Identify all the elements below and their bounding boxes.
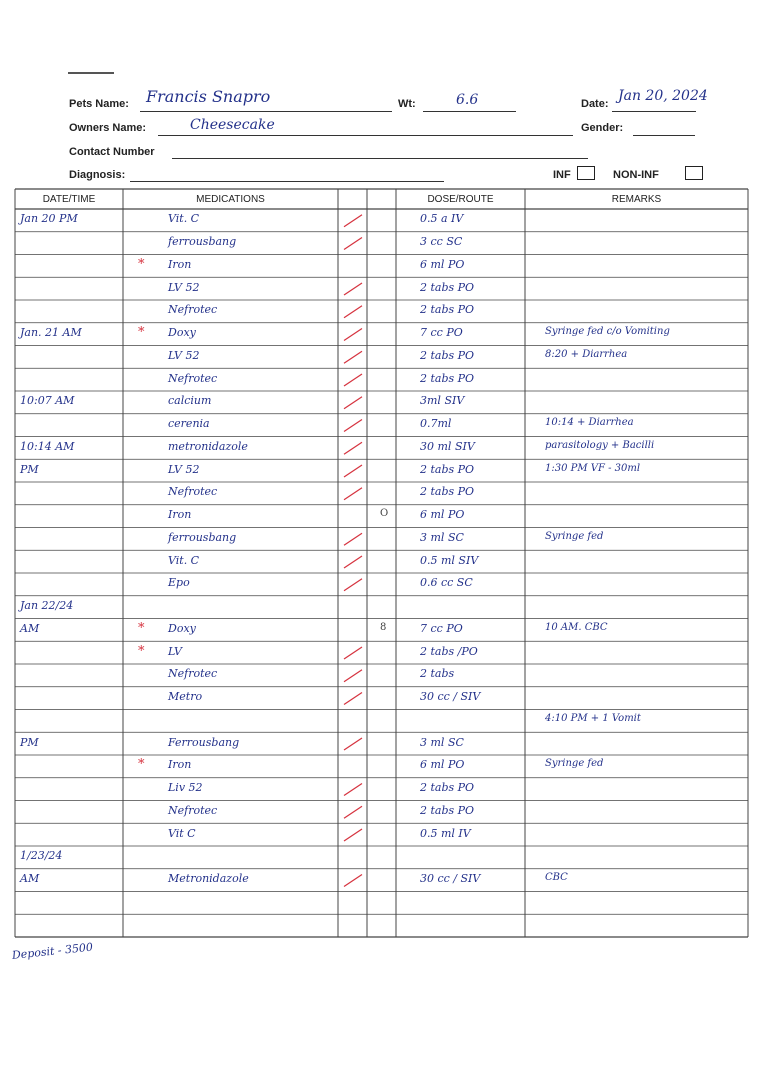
row-datetime: 10:14 AM bbox=[20, 439, 75, 453]
administered-checkmark bbox=[344, 283, 362, 295]
row-dose-route: 3 cc SC bbox=[420, 235, 463, 249]
weight-label: Wt: bbox=[398, 98, 416, 110]
administered-checkmark bbox=[344, 806, 362, 818]
row-datetime: AM bbox=[20, 872, 40, 886]
administered-checkmark bbox=[344, 306, 362, 318]
administered-checkmark bbox=[344, 215, 362, 227]
row-dose-route: 0.5 a IV bbox=[420, 212, 464, 226]
row-medication: cerenia bbox=[168, 417, 210, 431]
row-dose-route: 6 ml PO bbox=[420, 758, 465, 772]
administered-checkmark bbox=[344, 420, 362, 432]
row-dose-route: 7 cc PO bbox=[420, 621, 463, 635]
administered-checkmark bbox=[344, 351, 362, 363]
row-medication: ferrousbang bbox=[168, 235, 237, 249]
row-remark: Syringe fed bbox=[545, 530, 604, 542]
row-medication: LV 52 bbox=[168, 348, 200, 362]
inf-label: INF bbox=[553, 169, 571, 181]
row-omitted-mark: 8 bbox=[380, 621, 387, 633]
row-priority-star: * bbox=[138, 325, 145, 341]
row-medication: Vit. C bbox=[168, 212, 200, 226]
row-dose-route: 30 ml SIV bbox=[420, 439, 475, 453]
date-field[interactable]: Jan 20, 2024 bbox=[618, 88, 708, 104]
weight-field[interactable]: 6.6 bbox=[456, 92, 479, 108]
administered-checkmark bbox=[344, 556, 362, 568]
row-medication: Epo bbox=[168, 576, 190, 590]
row-dose-route: 2 tabs PO bbox=[420, 803, 475, 817]
administered-checkmark bbox=[344, 875, 362, 887]
row-dose-route: 2 tabs /PO bbox=[420, 644, 478, 658]
row-remark: Syringe fed c/o Vomiting bbox=[545, 326, 670, 338]
row-dose-route: 2 tabs PO bbox=[420, 462, 475, 476]
row-medication: Metro bbox=[168, 690, 203, 704]
row-dose-route: 3 ml SC bbox=[420, 530, 464, 544]
row-dose-route: 3 ml SC bbox=[420, 735, 464, 749]
row-dose-route: 2 tabs PO bbox=[420, 371, 475, 385]
row-medication: Liv 52 bbox=[168, 781, 203, 795]
row-medication: Iron bbox=[168, 508, 192, 522]
administered-checkmark bbox=[344, 738, 362, 750]
row-medication: Nefrotec bbox=[168, 667, 218, 681]
administered-checkmark bbox=[344, 488, 362, 500]
administered-checkmark bbox=[344, 329, 362, 341]
row-dose-route: 0.5 ml IV bbox=[420, 826, 471, 840]
row-datetime: Jan 20 PM bbox=[20, 212, 78, 226]
administered-checkmark bbox=[344, 829, 362, 841]
row-medication: LV bbox=[168, 644, 182, 658]
row-medication: Nefrotec bbox=[168, 803, 218, 817]
row-medication: Nefrotec bbox=[168, 485, 218, 499]
gender-label: Gender: bbox=[581, 122, 624, 134]
row-medication: Doxy bbox=[168, 326, 196, 340]
col-header-remarks: REMARKS bbox=[611, 194, 662, 205]
row-remark: 1:30 PM VF - 30ml bbox=[545, 462, 641, 474]
row-dose-route: 2 tabs PO bbox=[420, 781, 475, 795]
row-medication: metronidazole bbox=[168, 439, 248, 453]
administered-checkmark bbox=[344, 784, 362, 796]
row-dose-route: 2 tabs PO bbox=[420, 303, 475, 317]
administered-checkmark bbox=[344, 579, 362, 591]
row-datetime: Jan 22/24 bbox=[20, 599, 74, 613]
row-medication: Doxy bbox=[168, 621, 196, 635]
row-dose-route: 0.5 ml SIV bbox=[420, 553, 479, 567]
row-dose-route: 2 tabs bbox=[420, 667, 455, 681]
administered-checkmark bbox=[344, 533, 362, 545]
row-medication: Nefrotec bbox=[168, 303, 218, 317]
pets-name-label: Pets Name: bbox=[69, 98, 129, 110]
row-omitted-mark: O bbox=[380, 508, 389, 520]
row-medication: Iron bbox=[168, 257, 192, 271]
owners-name-label: Owners Name: bbox=[69, 122, 147, 134]
row-datetime: 10:07 AM bbox=[20, 394, 75, 408]
row-dose-route: 2 tabs PO bbox=[420, 348, 475, 362]
non-inf-label: NON-INF bbox=[613, 169, 659, 181]
row-priority-star: * bbox=[138, 620, 145, 636]
administered-checkmark bbox=[344, 465, 362, 477]
row-priority-star: * bbox=[138, 643, 145, 659]
row-medication: Iron bbox=[168, 758, 192, 772]
row-datetime: AM bbox=[20, 621, 40, 635]
administered-checkmark bbox=[344, 670, 362, 682]
row-dose-route: 0.6 cc SC bbox=[420, 576, 473, 590]
col-header-dose-route: DOSE/ROUTE bbox=[427, 194, 494, 205]
row-datetime: PM bbox=[20, 462, 39, 476]
row-dose-route: 30 cc / SIV bbox=[420, 690, 481, 704]
row-remark: 8:20 + Diarrhea bbox=[545, 348, 628, 360]
administered-checkmark bbox=[344, 374, 362, 386]
row-priority-star: * bbox=[138, 256, 145, 272]
row-medication: calcium bbox=[168, 394, 212, 408]
row-medication: LV 52 bbox=[168, 462, 200, 476]
date-label: Date: bbox=[581, 98, 609, 110]
administered-checkmark bbox=[344, 442, 362, 454]
row-dose-route: 3ml SIV bbox=[420, 394, 465, 408]
row-remark: 4:10 PM + 1 Vomit bbox=[545, 712, 641, 724]
contact-number-label: Contact Number bbox=[69, 146, 155, 158]
row-dose-route: 2 tabs PO bbox=[420, 485, 475, 499]
row-datetime: Jan. 21 AM bbox=[20, 326, 82, 340]
row-dose-route: 6 ml PO bbox=[420, 257, 465, 271]
row-remark: 10:14 + Diarrhea bbox=[545, 417, 634, 429]
row-medication: Metronidazole bbox=[168, 872, 249, 886]
row-medication: Nefrotec bbox=[168, 371, 218, 385]
row-medication: ferrousbang bbox=[168, 530, 237, 544]
row-medication: Ferrousbang bbox=[168, 735, 240, 749]
row-priority-star: * bbox=[138, 757, 145, 773]
owners-name-field[interactable]: Cheesecake bbox=[190, 117, 275, 133]
administered-checkmark bbox=[344, 397, 362, 409]
row-medication: LV 52 bbox=[168, 280, 200, 294]
row-medication: Vit. C bbox=[168, 553, 200, 567]
row-remark: 10 AM. CBC bbox=[545, 621, 608, 633]
col-header-datetime: DATE/TIME bbox=[42, 194, 96, 205]
row-dose-route: 30 cc / SIV bbox=[420, 872, 481, 886]
row-dose-route: 6 ml PO bbox=[420, 508, 465, 522]
pets-name-field[interactable]: Francis Snapro bbox=[146, 87, 271, 106]
row-remark: CBC bbox=[545, 872, 568, 884]
row-datetime: PM bbox=[20, 735, 39, 749]
deposit-note: Deposit - 3500 bbox=[11, 940, 94, 962]
row-datetime: 1/23/24 bbox=[20, 849, 63, 863]
administered-checkmark bbox=[344, 647, 362, 659]
row-remark: parasitology + Bacilli bbox=[545, 439, 655, 451]
row-dose-route: 7 cc PO bbox=[420, 326, 463, 340]
administered-checkmark bbox=[344, 693, 362, 705]
row-dose-route: 0.7ml bbox=[420, 417, 452, 431]
administered-checkmark bbox=[344, 238, 362, 250]
col-header-medications: MEDICATIONS bbox=[196, 194, 265, 205]
diagnosis-label: Diagnosis: bbox=[69, 169, 126, 181]
row-medication: Vit C bbox=[168, 826, 196, 840]
row-remark: Syringe fed bbox=[545, 758, 604, 770]
row-dose-route: 2 tabs PO bbox=[420, 280, 475, 294]
